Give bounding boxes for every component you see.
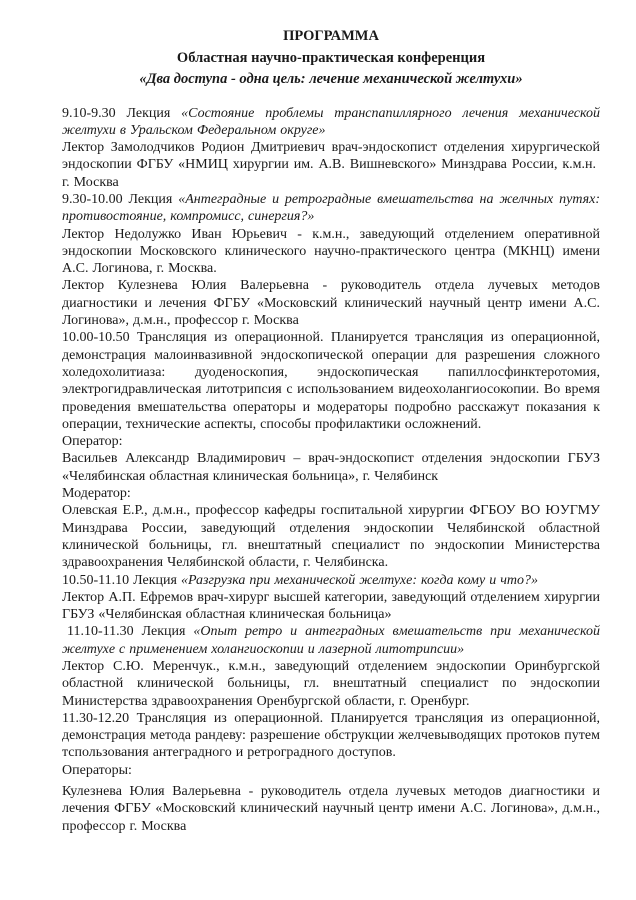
conference-theme: «Два доступа - одна цель: лечение механической желтухи»: [139, 71, 523, 87]
paragraph-text: Лектор Недолужко Иван Юрьевич - к.м.н., заведующий отделением оперативной эндоскопии Московского клинического научно-практического центра (МКНЦ) имени А.С. Логинова, г. Москва.: [62, 226, 604, 277]
program-paragraph: [62, 277, 604, 329]
paragraph-text: 10.50-11.10 Лекция: [62, 572, 181, 588]
program-paragraph: [62, 623, 604, 658]
program-paragraph: [62, 105, 604, 140]
lecture-title-text: «Антеградные и ретроградные вмешательства на желчных путях: противостояние, компромисс, синергия?»: [62, 191, 604, 225]
program-paragraph: [62, 572, 600, 589]
paragraph-text: Лектор Замолодчиков Родион Дмитриевич врач-эндоскопист отделения хирургической эндоскопии ФГБУ «НМИЦ хирургии им. А.В. Вишневского» Минздрава России, к.м.н. г. Москва: [62, 140, 604, 190]
program-paragraph: [62, 502, 604, 571]
program-paragraph: [62, 783, 604, 835]
lecture-title-text: «Опыт ретро и антеградных вмешательств при механической желтухе с применением холангиоскопии и лазерной литотрипсии»: [62, 624, 604, 657]
paragraph-text: Лектор Кулезнева Юлия Валерьевна - руководитель отдела лучевых методов диагностики и лечения ФГБУ «Московский клинический научный центр имени А.С. Логинова», д.м.н., профессор г. Москва: [62, 278, 604, 329]
paragraph-text: Оператор:: [62, 434, 123, 450]
program-paragraph: [62, 433, 600, 450]
document-title: ПРОГРАММА: [283, 28, 379, 44]
conference-name: Областная научно-практическая конференция: [176, 49, 486, 66]
program-paragraph: [62, 139, 604, 191]
paragraph-text: Васильев Александр Владимирович – врач-эндоскопист отделения эндоскопии ГБУЗ «Челябинская областная клиническая больница», г. Челябинск: [62, 451, 604, 484]
paragraph-text: 10.00-10.50 Трансляция из операционной. Планируется трансляция из операционной, демонстрация малоинвазивной эндоскопической операции для разрешения сложного холедохолитиаза: дуоденоскопия, эндоскопическая папиллосфинктеротомия, электрогидравлическая литотрипсия с использованием видеохолангиосокопии. Во время проведения вмешательства операторы и модераторы подробно расскажут показания к операции, технические аспекты, способы профилактики осложнений.: [62, 330, 604, 432]
program-paragraph: [62, 589, 604, 624]
program-paragraph: [62, 450, 604, 485]
lecture-title-text: «Разгрузка при механической желтухе: когда кому и что?»: [180, 572, 538, 588]
paragraph-text: Олевская Е.Р., д.м.н., профессор кафедры госпитальной хирургии ФГБОУ ВО ЮУГМУ Минздрава России, заведующий отделения эндоскопии Челябинской областной клинической больницы, гл. внештатный специалист по эндоскопии Министерства здравоохранения Челябинской области, г. Челябинска.: [62, 503, 604, 571]
paragraph-text: 11.10-11.30 Лекция: [67, 624, 194, 640]
lecture-title-text: «Состояние проблемы транспапиллярного лечения механической желтухи в Уральском Федеральном округе»: [62, 105, 604, 138]
program-paragraph: [62, 710, 604, 762]
paragraph-text: 9.10-9.30 Лекция: [62, 105, 182, 121]
program-paragraph: [62, 485, 600, 502]
paragraph-text: Кулезнева Юлия Валерьевна - руководитель отдела лучевых методов диагностики и лечения ФГБУ «Московский клинический научный центр имени А.С. Логинова», д.м.н., профессор г. Москва: [62, 784, 604, 834]
program-paragraph: [62, 762, 600, 779]
paragraph-text: Лектор С.Ю. Меренчук., к.м.н., заведующий отделением эндоскопии Оринбургской областной клинической больницы, гл. внештатный специалист по эндоскопии Министерства здравоохранения Оренбургской области, г. Оренбург.: [62, 659, 604, 709]
program-paragraph: [62, 329, 604, 433]
program-paragraph: [62, 226, 604, 278]
program-paragraph: [62, 658, 604, 710]
paragraph-text: Модератор:: [62, 486, 131, 502]
paragraph-text: 9.30-10.00 Лекция: [62, 191, 179, 207]
paragraph-text: Лектор А.П. Ефремов врач-хирург высшей категории, заведующий отделением хирургии ГБУЗ «Челябинская областная клиническая больница»: [62, 589, 604, 623]
program-paragraph: [62, 191, 604, 226]
paragraph-text: Операторы:: [62, 762, 132, 778]
paragraph-text: 11.30-12.20 Трансляция из операционной. Планируется трансляция из операционной, демонстрация метода рандеву: разрешение обструкции желчевыводящих протоков путем тспользования антеградного и ретроградного доступов.: [62, 710, 604, 761]
document-header: [62, 26, 600, 91]
program-body: [62, 105, 604, 835]
